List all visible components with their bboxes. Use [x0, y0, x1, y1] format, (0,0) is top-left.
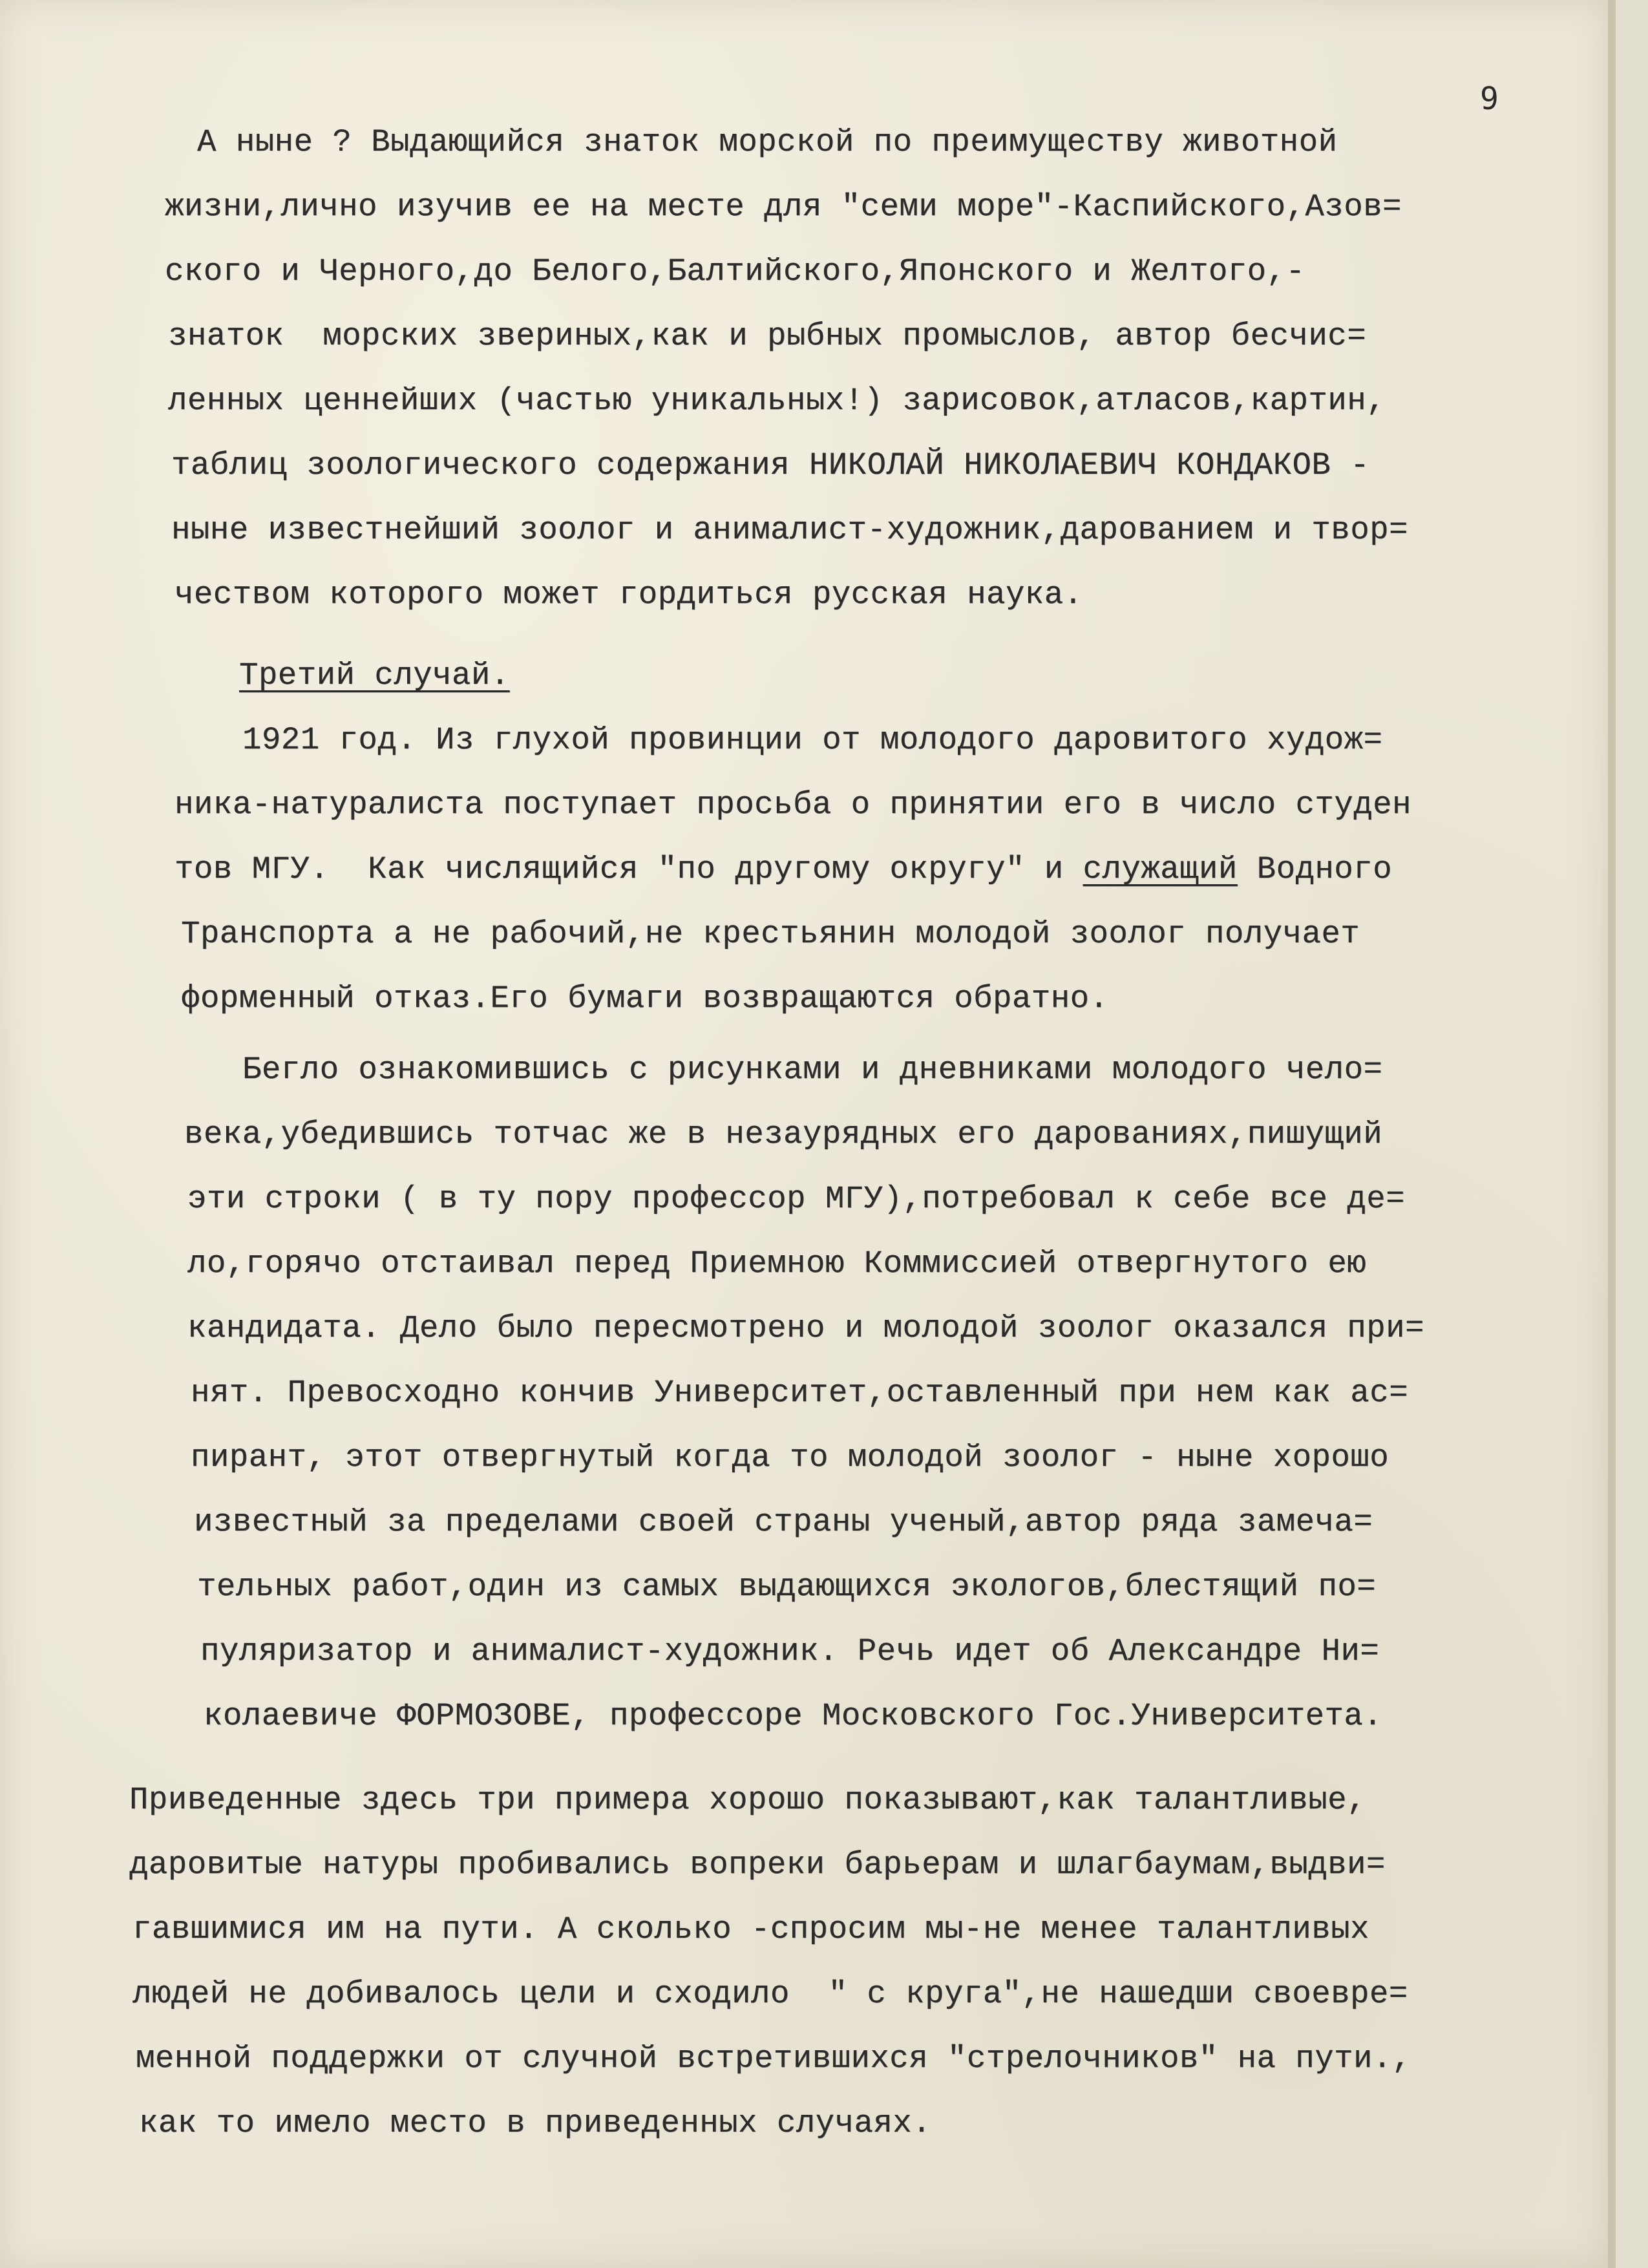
text-line: как то имело место в приведенных случаях.	[139, 2105, 932, 2141]
text-line: эти строки ( в ту пору профессор МГУ),потребовал к себе все де=	[187, 1181, 1406, 1217]
text-line: Транспорта а не рабочий,не крестьянин молодой зоолог получает	[181, 916, 1360, 952]
text-line: жизни,лично изучив ее на месте для "семи море"-Каспийского,Азов=	[165, 189, 1402, 225]
text-line: ло,горячо отстаивал перед Приемною Коммиссией отвергнутого ею	[187, 1245, 1367, 1282]
text-line: кандидата. Дело было пересмотрено и молодой зоолог оказался при=	[187, 1310, 1424, 1346]
text-segment: Водного	[1237, 851, 1393, 887]
text-line: нят. Превосходно кончив Университет,оставленный при нем как ас=	[191, 1375, 1409, 1411]
paper-edge	[1608, 0, 1616, 2268]
text-line: ныне известнейший зоолог и анималист-художник,дарованием и твор=	[171, 512, 1408, 548]
text-line: пуляризатор и анималист-художник. Речь идет об Александре Ни=	[200, 1633, 1380, 1669]
text-line: гавшимися им на пути. А сколько -спросим мы-не менее талантливых	[132, 1911, 1369, 1947]
text-line: А ныне ? Выдающийся знаток морской по преимуществу животной	[197, 124, 1338, 160]
text-segment: тов МГУ. Как числящийся "по другому округу" и	[174, 851, 1083, 887]
text-line: ника-натуралиста поступает просьба о принятии его в число студен	[174, 787, 1411, 823]
text-line: даровитые натуры пробивались вопреки барьерам и шлагбаумам,выдви=	[129, 1847, 1386, 1883]
underlined-word: служащий	[1083, 851, 1238, 887]
text-line: форменный отказ.Его бумаги возвращаются обратно.	[181, 980, 1109, 1017]
text-line: таблиц зоологического содержания НИКОЛАЙ НИКОЛАЕВИЧ КОНДАКОВ -	[171, 447, 1370, 483]
text-line: менной поддержки от случной встретившихся "стрелочников" на пути.,	[136, 2040, 1411, 2077]
text-line: знаток морских звериных,как и рыбных промыслов, автор бесчис=	[168, 318, 1367, 354]
text-line: людей не добивалось цели и сходило " с круга",не нашедши своевре=	[132, 1976, 1408, 2012]
section-heading: Третий случай.	[239, 657, 510, 694]
text-line	[174, 850, 1392, 889]
text-line: 1921 год. Из глухой провинции от молодого даровитого худож=	[242, 722, 1383, 758]
text-line: Бегло ознакомившись с рисунками и дневниками молодого чело=	[242, 1052, 1383, 1088]
text-line: ского и Черного,до Белого,Балтийского,Японского и Желтого,-	[165, 253, 1305, 290]
page-number: 9	[1480, 81, 1499, 117]
text-line: известный за пределами своей страны ученый,автор ряда замеча=	[194, 1504, 1373, 1540]
text-line: века,убедившись тотчас же в незаурядных его дарованиях,пишущий	[184, 1116, 1383, 1152]
text-line: ленных ценнейших (частью уникальных!) зарисовок,атласов,картин,	[168, 383, 1386, 419]
text-line: колаевиче ФОРМОЗОВЕ, профессоре Московского Гос.Университета.	[204, 1698, 1383, 1734]
text-line: тельных работ,один из самых выдающихся экологов,блестящий по=	[197, 1569, 1377, 1605]
text-line: пирант, этот отвергнутый когда то молодой зоолог - ныне хорошо	[191, 1439, 1389, 1476]
text-line: Приведенные здесь три примера хорошо показывают,как талантливые,	[129, 1782, 1366, 1818]
text-line: чеством которого может гордиться русская наука.	[174, 577, 1083, 613]
